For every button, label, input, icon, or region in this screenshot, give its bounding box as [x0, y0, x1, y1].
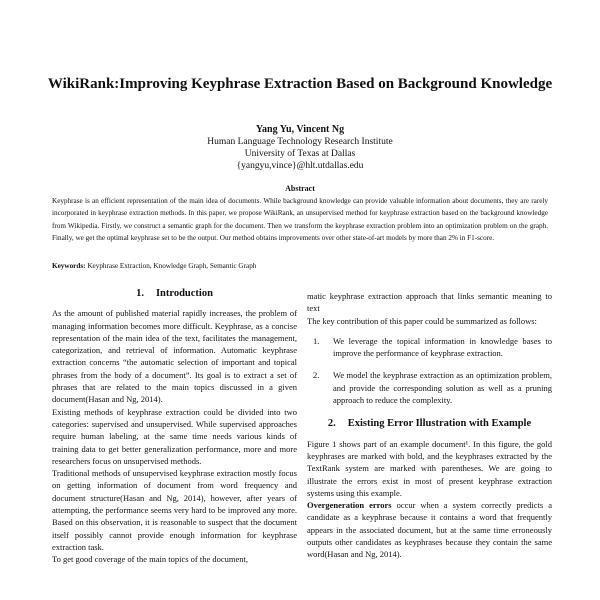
affiliation-university: University of Texas at Dallas — [244, 149, 356, 159]
keywords-label: Keywords: — [52, 262, 86, 270]
list-item-text: We model the keyphrase extraction as an optimization problem, and provide the corresponding solution as well as a pruning approach to reduce the complexity. — [333, 370, 552, 406]
intro-paragraph: To get good coverage of the main topics of the document, — [52, 554, 249, 565]
section-2-title: Existing Error Illustration with Example — [347, 418, 532, 430]
right-column — [307, 290, 552, 561]
list-item-number: 2. — [313, 370, 320, 381]
paper-authors: Yang Yu, Vincent Ng — [255, 124, 345, 135]
contribution-list — [307, 335, 552, 406]
section-1-title: Introduction — [155, 288, 213, 299]
abstract-text: Keyphrase is an efficient representation of the main idea of documents. While background knowledge can provide valuable information about documents, they are rarely incorporated in keyphrase extraction methods. In this paper, we propose WikiRank, an unsupervised method for keyphrase extraction based on the background knowledge from Wikipedia. Firstly, we construct a semantic graph for the document. Then we transform the keyphrase extraction problem into an optimization problem on the graph. Finally, we get the optimal keyphrase set to be the output. Our method obtains improvements over other state-of-art models by more than 2% in F1-score. — [52, 197, 548, 243]
affiliation-institute: Human Language Technology Research Institute — [207, 137, 393, 147]
continued-text: matic keyphrase extraction approach that links semantic meaning to text — [307, 291, 552, 314]
list-item-number: 1. — [313, 335, 320, 346]
list-item — [307, 369, 552, 406]
abstract-heading: Abstract — [285, 184, 315, 193]
section-1-heading — [52, 288, 297, 300]
run-in-text: occur when a system correctly predicts a candidate as a keyphrase because it contains a word that frequently appears in the associated document, but at the same time erroneously outputs other candidates as keyphrases because they contain the same word(Hasan and Ng, 2014). — [307, 500, 552, 560]
section-2-number: 2. — [327, 418, 336, 430]
list-item — [307, 335, 552, 360]
section-2-paragraph: Figure 1 shows part of an example document¹. In this figure, the gold keyphrases are marked with bold, and the keyphrases extracted by the TextRank system are marked with parentheses. We are going to illustrate the errors exist in most of present keyphrase extraction systems using this example. — [307, 438, 552, 498]
run-in-heading: Overgeneration errors — [307, 500, 392, 511]
section-2-paragraph-2 — [307, 499, 552, 560]
keywords-line — [52, 262, 548, 270]
section-2-heading — [307, 418, 552, 430]
list-item-text: We leverage the topical information in knowledge bases to improve the performance of keyphrase extraction. — [333, 335, 552, 359]
left-column — [52, 288, 297, 566]
intro-paragraph: Existing methods of keyphrase extraction could be divided into two categories: supervised and unsupervised. While supervised approaches require human labeling, at the same time needs various kinds of training data to get better generalization performance, more and more researchers focus on unsupervised methods. — [52, 406, 297, 466]
affiliation-email: {yangyu,vince}@hlt.utdallas.edu — [236, 161, 364, 171]
keywords-list: Keyphrase Extraction, Knowledge Graph, Semantic Graph — [87, 262, 257, 270]
contribution-intro: The key contribution of this paper could be summarized as follows: — [307, 315, 537, 326]
intro-paragraph: As the amount of published material rapidly increases, the problem of managing information becomes more difficult. Keyphrase, as a concise representation of the main idea of the text, facilitates the management, categorization, and retrieval of information. Automatic keyphrase extraction concerns “the automatic selection of important and topical phrases from the body of a document”. Its goal is to extract a set of phrases that are related to the main topics discussed in a given document(Hasan and Ng, 2014). — [52, 308, 297, 405]
intro-paragraph: Traditional methods of unsupervised keyphrase extraction mostly focus on getting information of document from word frequency and document structure(Hasan and Ng, 2014), however, after years of attempting, the performance seems very hard to be improved any more. Based on this observation, it is reasonable to suspect that the document itself possibly cannot provide enough information for keyphrase extraction task. — [52, 468, 297, 552]
section-1-number: 1. — [136, 288, 144, 299]
paper-title: WikiRank:Improving Keyphrase Extraction Based on Background Knowledge — [47, 76, 553, 92]
